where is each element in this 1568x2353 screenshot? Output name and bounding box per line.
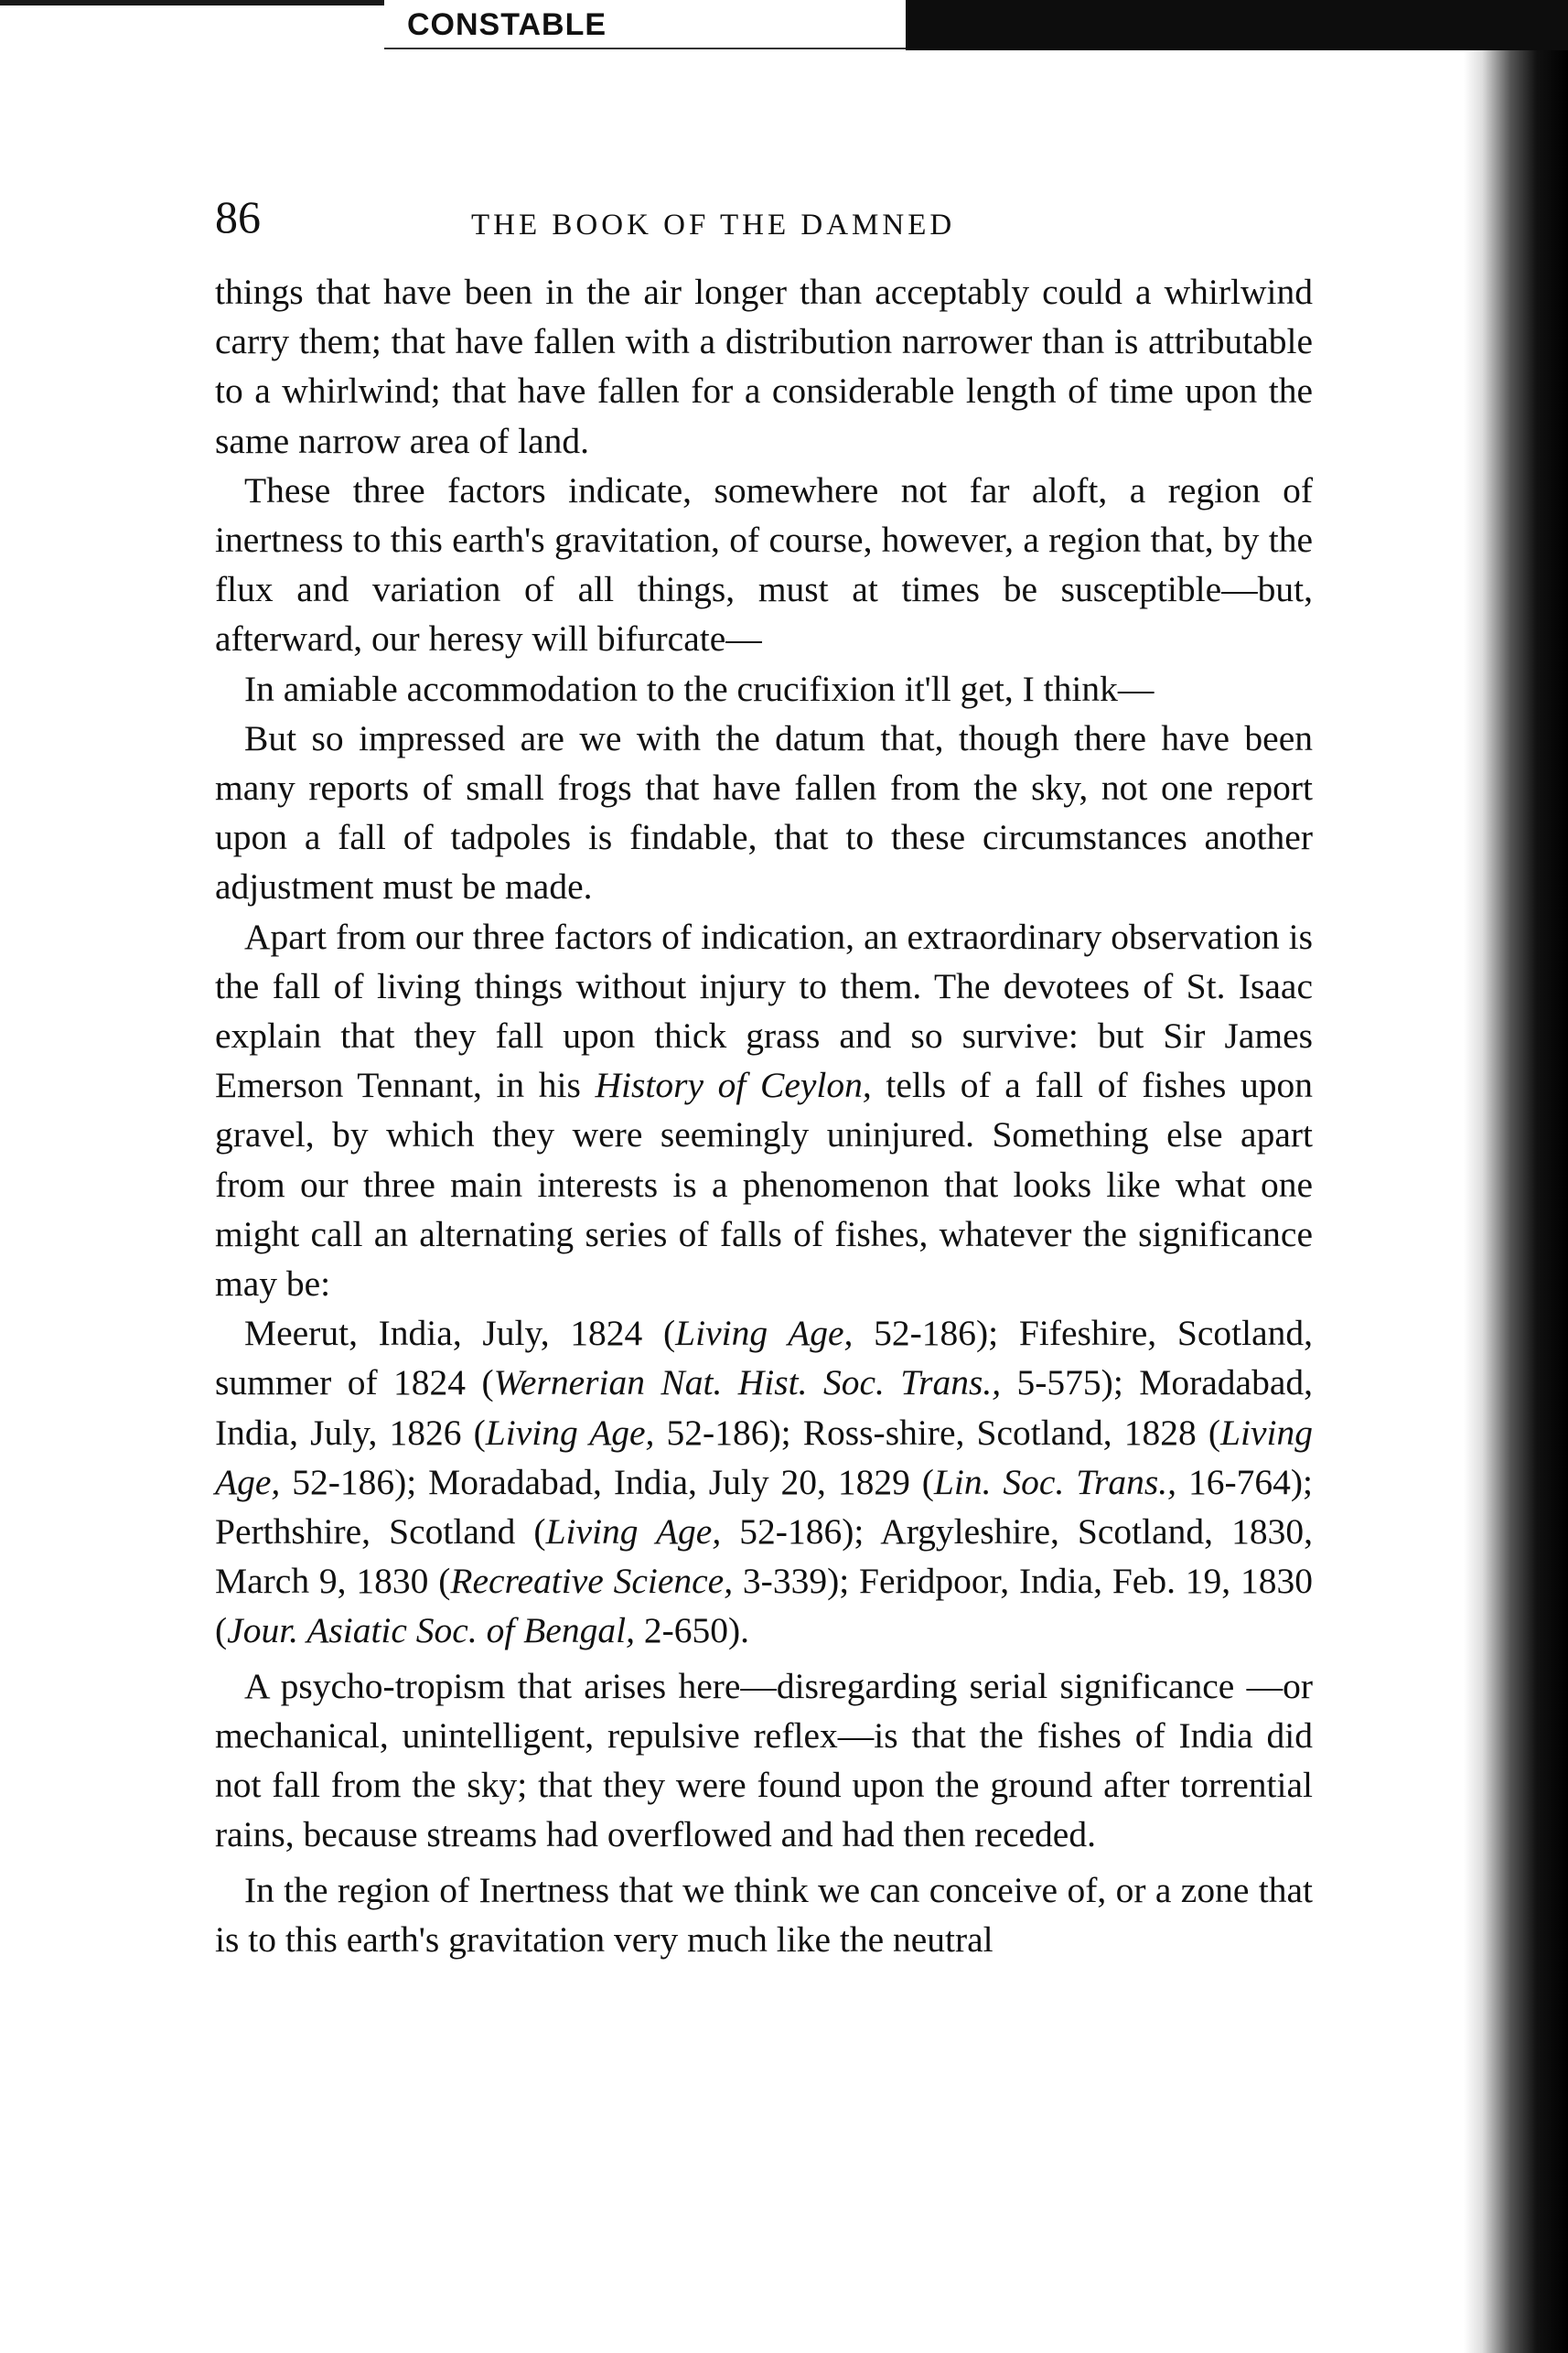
paragraph: things that have been in the air longer than acceptably could a whirlwind carry them; that have fallen with a distribution narrower than is attributable to a whirlwind; that have fallen for a considerable length of time upon the same narrow area of land. xyxy=(215,272,1313,461)
text-run: 2-650). xyxy=(634,1610,750,1651)
citation-paragraph xyxy=(215,1308,1313,1655)
library-stamp: CONSTABLE xyxy=(407,7,607,42)
text-run: 52-186); Fifeshire, Scotland, summer of 1824 ( xyxy=(215,1313,1313,1403)
page-header xyxy=(188,190,1313,254)
body-text xyxy=(215,267,1313,1964)
running-title: THE BOOK OF THE DAMNED xyxy=(471,209,956,242)
text-run: tells of a fall of fishes upon gravel, by which they were seemingly uninjured. Something else apart from our three main interests is a phenomenon that looks like what one might call an alternating series of falls of fishes, whatever the significance may be: xyxy=(215,1065,1313,1305)
text-run: 3-339); Feridpoor, India, Feb. 19, 1830 ( xyxy=(215,1561,1313,1651)
paragraph: In the region of Inertness that we think we can conceive of, or a zone that is to this earth's gravitation very much like the neutral xyxy=(215,1869,1313,1960)
source-title: Living Age, xyxy=(545,1511,722,1553)
scan-right-edge-shadow xyxy=(1464,50,1568,2353)
book-page xyxy=(188,0,1313,2353)
source-title: Lin. Soc. Trans., xyxy=(933,1461,1177,1502)
text-run: 52-186); Moradabad, India, July 20, 1829 ( xyxy=(280,1461,934,1502)
text-run: Meerut, India, July, 1824 ( xyxy=(244,1313,676,1354)
page-number: 86 xyxy=(215,191,261,242)
paragraph: But so impressed are we with the datum that, though there have been many reports of small frogs that have fallen from the sky, not one report upon a fall of tadpoles is findable, that to these circumstances another adjustment must be made. xyxy=(215,717,1313,908)
book-title: History of Ceylon, xyxy=(595,1065,872,1106)
text-run: 52-186); Argyleshire, Scotland, 1830, March 9, 1830 ( xyxy=(215,1511,1313,1602)
paragraph: A psycho-tropism that arises here—disregarding serial significance —or mechanical, unintelligent, repulsive reflex—is that the fishes of India did not fall from the sky; that they were found upon the ground after torrential rains, because streams had overflowed and had then receded. xyxy=(215,1665,1313,1855)
text-run: 5-575); Moradabad, India, July, 1826 ( xyxy=(215,1362,1313,1453)
paragraph: These three factors indicate, somewhere not far aloft, a region of inertness to this earth's gravitation, of course, however, a region that, by the flux and variation of all things, must at times be susceptible—but, afterward, our heresy will bifurcate— xyxy=(215,469,1313,660)
text-run: Apart from our three factors of indication, an extraordinary observation is the fall of living things without injury to them. The devotees of St. Isaac explain that they fall upon thick grass and so survive: but Sir James Emerson Tennant, in his xyxy=(215,916,1313,1106)
paragraph xyxy=(215,912,1313,1309)
source-title: Recreative Science, xyxy=(450,1561,734,1602)
source-title: Living Age, xyxy=(675,1313,854,1354)
source-title: Living Age, xyxy=(215,1412,1313,1502)
source-title: Jour. Asiatic Soc. of Bengal, xyxy=(227,1610,635,1651)
source-title: Living Age, xyxy=(485,1412,655,1453)
source-title: Wernerian Nat. Hist. Soc. Trans., xyxy=(493,1362,1002,1403)
text-run: 16-764); Perthshire, Scotland ( xyxy=(215,1461,1313,1553)
paragraph: In amiable accommodation to the crucifixion it'll get, I think— xyxy=(244,668,1155,709)
text-run: 52-186); Ross-shire, Scotland, 1828 ( xyxy=(654,1412,1221,1453)
